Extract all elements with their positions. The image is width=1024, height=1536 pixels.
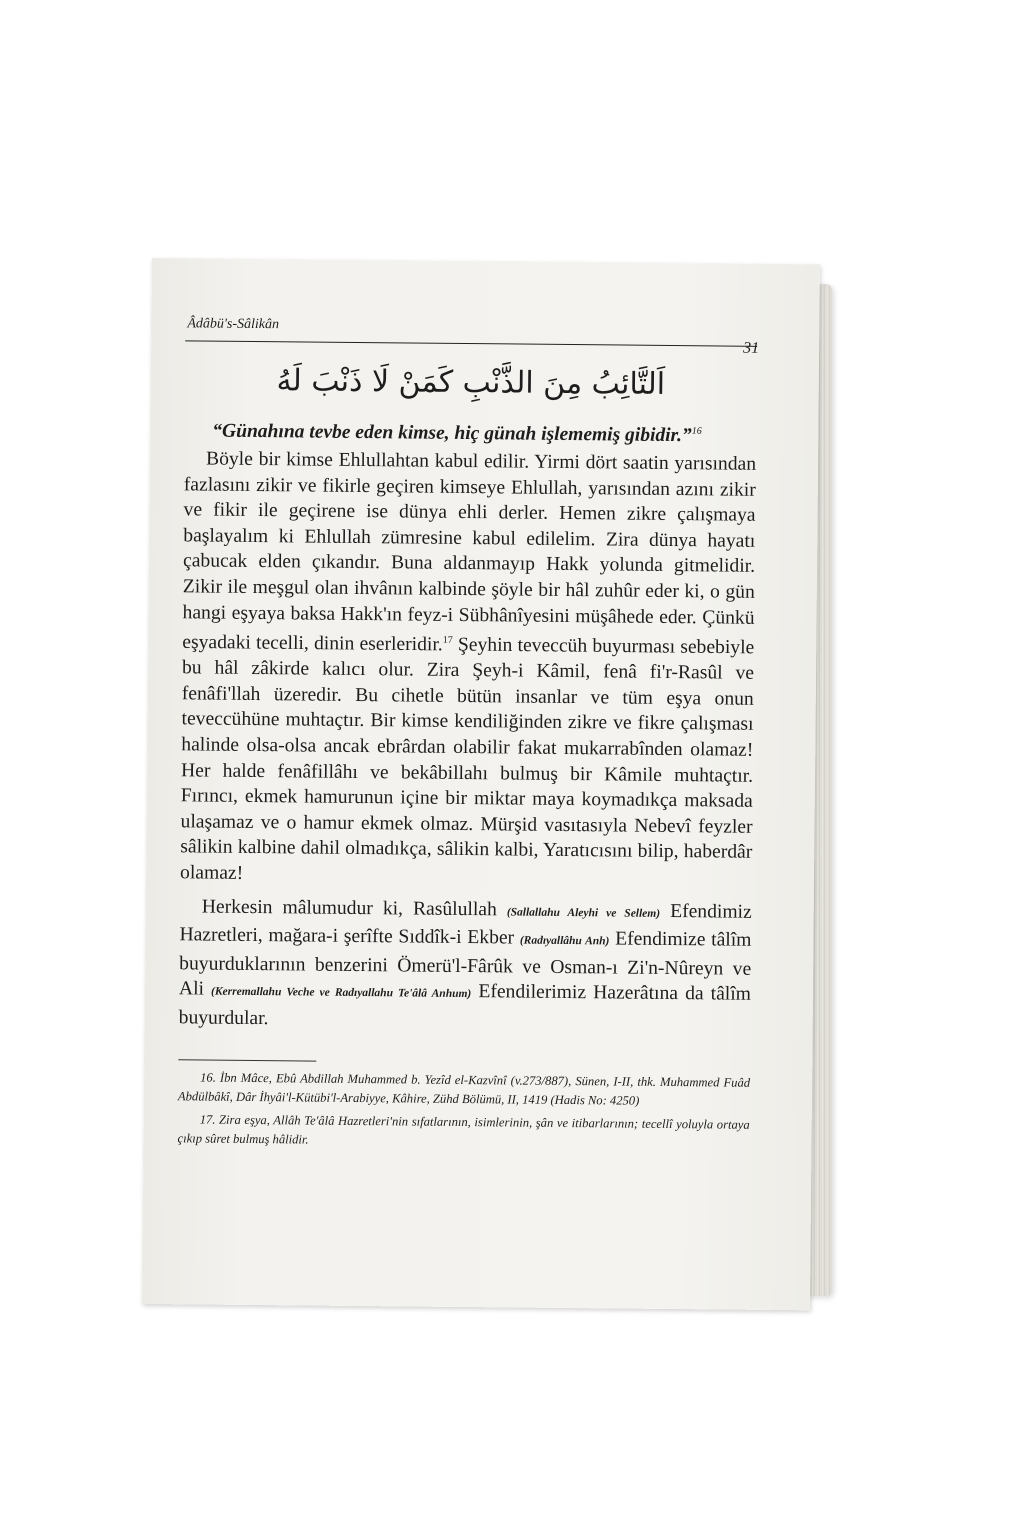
paragraph-1-part-a: Böyle bir kimse Ehlullahtan kabul edilir. Yirmi dört saatin yarısından fazlasını zikir ve fikirle geçiren kimseye Ehlullah, yarısından azını zikir ve fikir ile geçirene ise dünya ehli derler. Hemen zikre çalışmaya başlayalım ki Ehlullah zümresine kabul edilelim. Zira dünya hayatı çabucak elden çıkandır. Buna aldanmayıp Hakk yolunda gitmelidir. Zikir ile meşgul olan ihvânın kalbinde şöyle bir hâl zuhûr eder ki, o gün hangi eşyaya baksa Hakk'ın feyz-i Sübhânîyesini müşâhede eder. Çünkü eşyadaki tecelli, dinin eserleridir. bbox=[182, 448, 757, 656]
footnote-ref-16: 16 bbox=[691, 425, 702, 437]
page-number: 31 bbox=[743, 339, 760, 357]
hadith-quote bbox=[212, 421, 756, 448]
footnote-16: 16. İbn Mâce, Ebû Abdillah Muhammed b. Yezîd el-Kazvînî (v.273/887), Sünen, I-II, thk. Muhammed Fuâd Abdülbâkî, Dâr İhyâi'l-Kütübi'l-Arabiyye, Kâhire, Zühd Bölümü, II, 1419 (Hadis No: 4250) bbox=[177, 1070, 751, 1108]
running-title: Âdâbü's-Sâlikân bbox=[187, 316, 280, 333]
paragraph-2-part-b: Efendimiz Hazretleri, mağara-i şerîfte Sıddîk-i Ekber bbox=[179, 900, 752, 949]
body-text bbox=[179, 446, 757, 1036]
paragraph-2-part-d: Efendilerimiz Hazerâtına da tâlîm buyurdular. bbox=[178, 981, 752, 1030]
footnote-ref-17: 17 bbox=[442, 634, 453, 647]
paragraph-1 bbox=[180, 446, 756, 891]
honorific-1: (Sallallahu Aleyhi ve Sellem) bbox=[506, 906, 661, 920]
honorific-2: (Radıyallâhu Anh) bbox=[519, 934, 610, 948]
paragraph-2 bbox=[179, 894, 752, 1036]
honorific-3: (Kerremallahu Veche ve Radıyallahu Te'âlâ Anhum) bbox=[211, 986, 472, 1001]
page-content bbox=[177, 310, 760, 1153]
page-header bbox=[185, 310, 760, 357]
paragraph-1-part-b: Şeyhin teveccüh buyurması sebebiyle bu hâl zâkirde kalıcı olur. Zira Şeyh-i Kâmil, fenâ fi'r-Rasûl ve fenâfi'llah üzeredir. Bu cihetle bütün insanlar ve tüm eşya onun teveccühüne muhtaçtır. Bir kimse kendiliğinden zikre ve fikre çalışması halinde olsa-olsa ancak ebrârdan olabilir fakat mukarrabînden olamaz! Her halde fenâfillâhı ve bekâbillahı bulmuş bir Kâmile muhtaçtır. Fırıncı, ekmek hamurunun içine bir miktar maya koymadıkça maksada ulaşamaz ve o hamur ekmek olmaz. Mürşid vasıtasıyla Nebevî feyzler sâlikin kalbine dahil olmadıkça, sâlikin kalbi, Yaratıcısını bilip, haberdâr olamaz! bbox=[179, 634, 755, 884]
header-rule bbox=[185, 340, 757, 346]
book-page bbox=[142, 258, 820, 1310]
arabic-verse: اَلتَّائِبُ مِنَ الذَّنْبِ كَمَنْ لَا ذَنْبَ لَهُ bbox=[276, 363, 666, 402]
paragraph-2-part-a: Herkesin mâlumudur ki, Rasûlullah bbox=[201, 896, 507, 921]
hadith-quote-text: “Günahına tevbe eden kimse, hiç günah işlememiş gibidir.” bbox=[212, 420, 692, 447]
footnote-rule bbox=[178, 1059, 316, 1061]
footnote-17: 17. Zira eşya, Allâh Te'âlâ Hazretleri'nin sıfatlarının, isimlerinin, şân ve itibarlarının; tecellî yoluyla ortaya çıkıp sûret bulmuş hâlidir. bbox=[177, 1112, 750, 1147]
footnotes bbox=[177, 1068, 750, 1153]
paragraph-2-part-c: Efendimize tâlîm buyurduklarının benzerini Ömerü'l-Fârûk ve Osman-ı Zi'n-Nûreyn ve Ali bbox=[178, 928, 752, 1001]
